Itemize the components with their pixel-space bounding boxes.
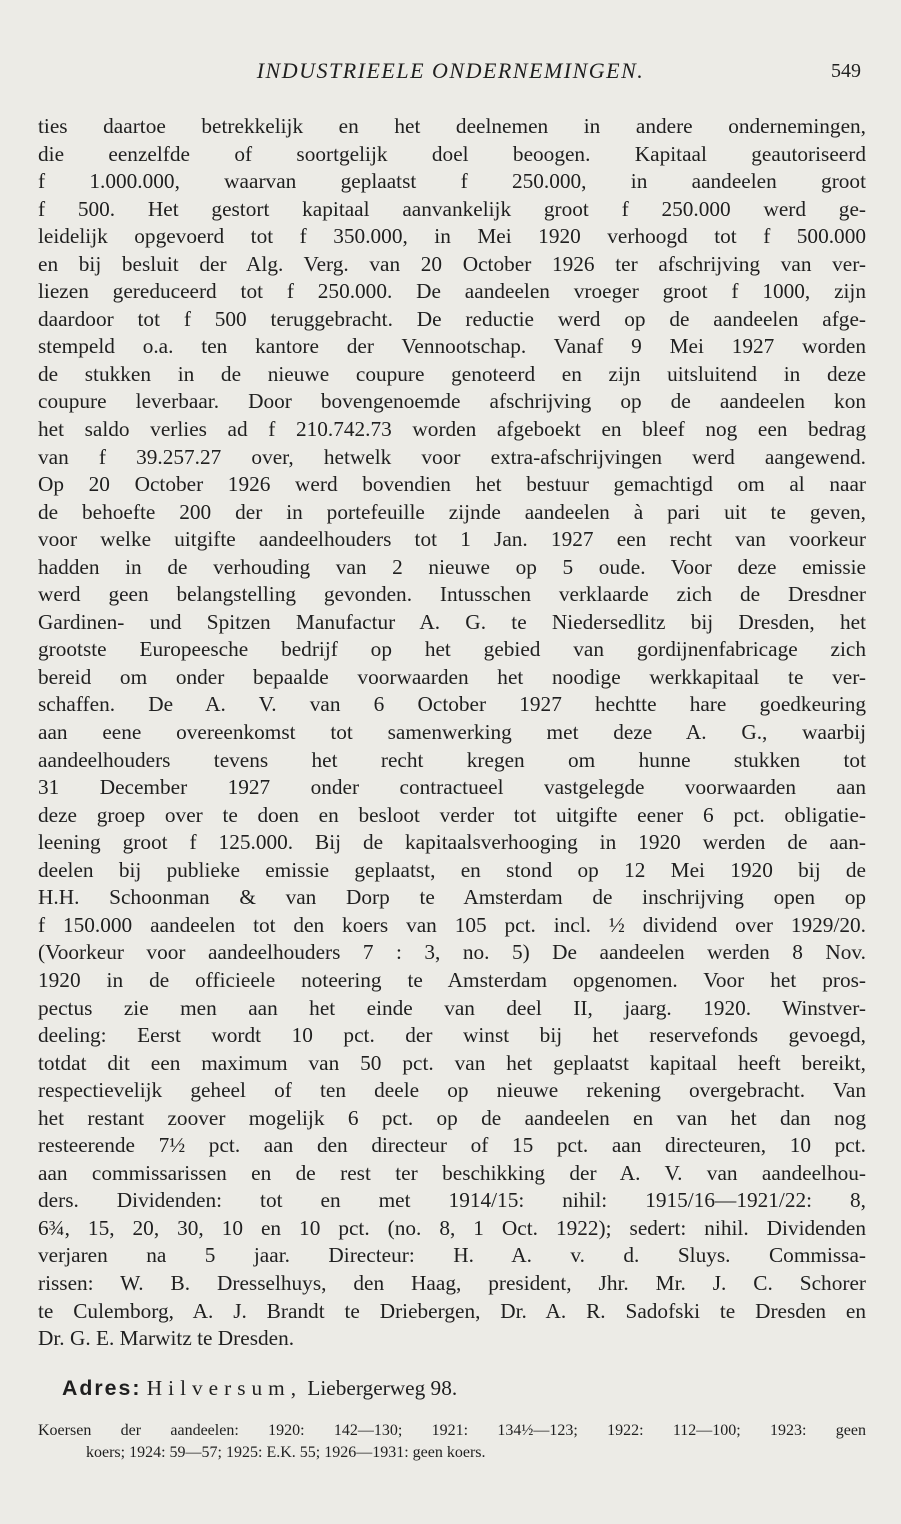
text-line: de stukken in de nieuwe coupure genoteerd en zijn uitsluitend in deze [38,361,866,386]
text-line: totdat dit een maximum van 50 pct. van het geplaatst kapitaal heeft bereikt, [38,1050,866,1075]
quotations-line: Koersen der aandeelen: 1920: 142—130; 1921: 134½—123; 1922: 112—100; 1923: geen [38,1422,866,1439]
text-line: daardoor tot f 500 teruggebracht. De reductie werd op de aandeelen afge- [38,306,866,331]
text-line: coupure leverbaar. Door bovengenoemde afschrijving op de aandeelen kon [38,389,866,414]
quotations-note [38,1420,866,1464]
text-line: 31 December 1927 onder contractueel vastgelegde voorwaarden aan [38,775,866,800]
text-line: liezen gereduceerd tot f 250.000. De aandeelen vroeger groot f 1000, zijn [38,279,866,304]
page-header [0,58,901,88]
page-number: 549 [831,60,861,82]
text-line: Dr. G. E. Marwitz te Dresden. [38,1326,295,1351]
text-line: deeling: Eerst wordt 10 pct. der winst bij het reservefonds gevoegd, [38,1023,866,1048]
text-line: de behoefte 200 der in portefeuille zijnde aandeelen à pari uit te geven, [38,499,866,524]
text-line: deelen bij publieke emissie geplaatst, en stond op 12 Mei 1920 bij de [38,857,866,882]
text-line: het restant zoover mogelijk 6 pct. op de aandeelen en van het dan nog [38,1105,866,1130]
text-line: aan eene overeenkomst tot samenwerking met deze A. G., waarbij [38,720,866,745]
text-line: ties daartoe betrekkelijk en het deelnemen in andere ondernemingen, [38,114,866,138]
text-line: leidelijk opgevoerd tot f 350.000, in Mei 1920 verhoogd tot f 500.000 [38,224,866,249]
text-line: van f 39.257.27 over, hetwelk voor extra-afschrijvingen werd aangewend. [38,444,866,469]
text-line: resteerende 7½ pct. aan den directeur of 15 pct. aan directeuren, 10 pct. [38,1133,866,1158]
text-line: grootste Europeesche bedrijf op het gebied van gordijnenfabricage zich [38,637,866,662]
text-line: pectus zie men aan het einde van deel II, jaarg. 1920. Winstver- [38,995,866,1020]
text-line: respectievelijk geheel of ten deele op nieuwe rekening overgebracht. Van [38,1078,866,1103]
address-line [62,1376,862,1401]
text-line: stempeld o.a. ten kantore der Vennootschap. Vanaf 9 Mei 1927 worden [38,334,866,359]
address-city: Hilversum, [146,1376,303,1400]
text-line: 6¾, 15, 20, 30, 10 en 10 pct. (no. 8, 1 Oct. 1922); sedert: nihil. Dividenden [38,1215,866,1240]
body-paragraph [38,113,866,1353]
text-line: H.H. Schoonman & van Dorp te Amsterdam de inschrijving open op [38,885,866,910]
text-line: en bij besluit der Alg. Verg. van 20 October 1926 ter afschrijving van ver- [38,251,866,276]
text-line: f 1.000.000, waarvan geplaatst f 250.000, in aandeelen groot [38,169,866,194]
text-line: Op 20 October 1926 werd bovendien het bestuur gemachtigd om al naar [38,472,866,497]
text-line: f 150.000 aandeelen tot den koers van 105 pct. incl. ½ dividend over 1929/20. [38,912,866,937]
text-line: aandeelhouders tevens het recht kregen om hunne stukken tot [38,747,866,772]
text-line: deze groep over te doen en besloot verder tot uitgifte eener 6 pct. obligatie- [38,802,866,827]
text-line: leening groot f 125.000. Bij de kapitaalsverhooging in 1920 werden de aan- [38,830,866,855]
text-line: het saldo verlies ad f 210.742.73 worden afgeboekt en bleef nog een bedrag [38,417,866,442]
text-line: rissen: W. B. Dresselhuys, den Haag, president, Jhr. Mr. J. C. Schorer [38,1270,866,1295]
quotations-line: koers; 1924: 59—57; 1925: E.K. 55; 1926—1931: geen koers. [86,1444,486,1461]
text-line: te Culemborg, A. J. Brandt te Driebergen, Dr. A. R. Sadofski te Dresden en [38,1298,866,1323]
text-line: 1920 in de officieele noteering te Amsterdam opgenomen. Voor het pros- [38,967,866,992]
text-line: die eenzelfde of soortgelijk doel beoogen. Kapitaal geautoriseerd [38,141,866,166]
text-line: aan commissarissen en de rest ter beschikking der A. V. van aandeelhou- [38,1160,866,1185]
text-line: Gardinen- und Spitzen Manufactur A. G. te Niedersedlitz bij Dresden, het [38,609,866,634]
text-line: verjaren na 5 jaar. Directeur: H. A. v. d. Sluys. Commissa- [38,1243,866,1268]
text-line: werd geen belangstelling gevonden. Intusschen verklaarde zich de Dresdner [38,582,866,607]
text-line: schaffen. De A. V. van 6 October 1927 hechtte hare goedkeuring [38,692,866,717]
running-head: INDUSTRIEELE ONDERNEMINGEN. [256,58,645,83]
text-line: bereid om onder bepaalde voorwaarden het noodige werkkapitaal te ver- [38,664,866,689]
address-label: Adres: [62,1376,142,1400]
text-line: hadden in de verhouding van 2 nieuwe op 5 oude. Voor deze emissie [38,554,866,579]
text-line: f 500. Het gestort kapitaal aanvankelijk groot f 250.000 werd ge- [38,196,866,221]
address-street: Liebergerweg 98. [307,1376,458,1400]
text-line: voor welke uitgifte aandeelhouders tot 1 Jan. 1927 een recht van voorkeur [38,527,866,552]
text-line: (Voorkeur voor aandeelhouders 7 : 3, no. 5) De aandeelen werden 8 Nov. [38,940,866,965]
text-line: ders. Dividenden: tot en met 1914/15: nihil: 1915/16—1921/22: 8, [38,1188,866,1213]
